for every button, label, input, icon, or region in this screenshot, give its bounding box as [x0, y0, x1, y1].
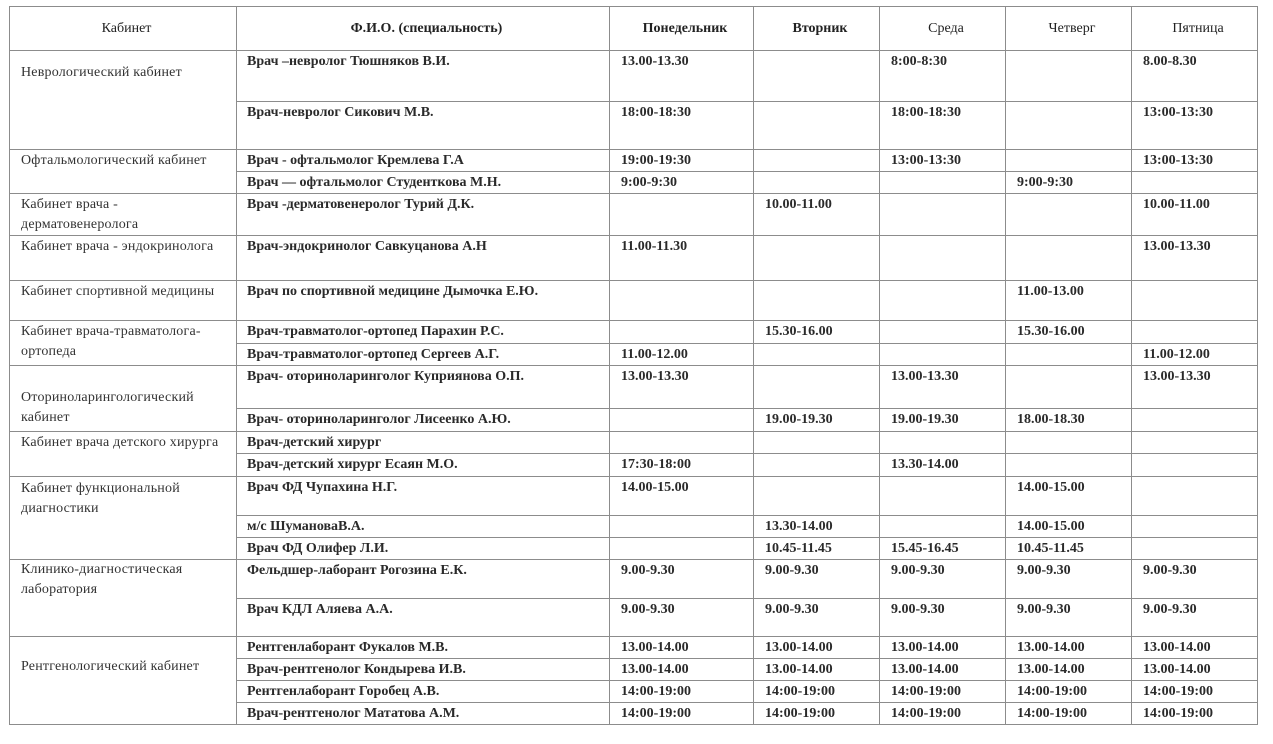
time-cell-thu: 14.00-15.00: [1006, 477, 1132, 516]
time-cell-mon: 13.00-14.00: [610, 659, 754, 681]
doctor-cell: Врач-эндокринолог Савкуцанова А.Н: [237, 236, 610, 281]
doctor-cell: Фельдшер-лаборант Рогозина Е.К.: [237, 560, 610, 599]
table-row: [10, 321, 1258, 344]
doctor-cell: Врач-травматолог-ортопед Парахин Р.С.: [237, 321, 610, 344]
time-cell-fri: 9.00-9.30: [1132, 560, 1258, 599]
time-cell-tue: 10.45-11.45: [754, 538, 880, 560]
time-cell-thu: 13.00-14.00: [1006, 659, 1132, 681]
time-cell-wed: 13:00-13:30: [880, 150, 1006, 172]
time-cell-mon: 14.00-15.00: [610, 477, 754, 516]
time-cell-wed: 14:00-19:00: [880, 681, 1006, 703]
time-cell-tue: [754, 454, 880, 477]
time-cell-tue: [754, 432, 880, 454]
time-cell-tue: 14:00-19:00: [754, 681, 880, 703]
time-cell-wed: 19.00-19.30: [880, 409, 1006, 432]
doctor-cell: Врач ФД Чупахина Н.Г.: [237, 477, 610, 516]
time-cell-thu: 9.00-9.30: [1006, 560, 1132, 599]
time-cell-thu: 18.00-18.30: [1006, 409, 1132, 432]
table-row: [10, 432, 1258, 454]
time-cell-wed: 13.30-14.00: [880, 454, 1006, 477]
header-wednesday: Среда: [880, 7, 1006, 51]
doctor-cell: Врач ФД Олифер Л.И.: [237, 538, 610, 560]
time-cell-fri: 9.00-9.30: [1132, 599, 1258, 637]
time-cell-fri: 13:00-13:30: [1132, 150, 1258, 172]
time-cell-wed: 15.45-16.45: [880, 538, 1006, 560]
time-cell-thu: [1006, 236, 1132, 281]
doctor-cell: Врач –невролог Тюшняков В.И.: [237, 51, 610, 102]
header-friday: Пятница: [1132, 7, 1258, 51]
room-cell: Оториноларингологический кабинет: [10, 366, 237, 432]
room-cell: Офтальмологический кабинет: [10, 150, 237, 194]
time-cell-wed: 9.00-9.30: [880, 560, 1006, 599]
time-cell-wed: [880, 477, 1006, 516]
time-cell-thu: 13.00-14.00: [1006, 637, 1132, 659]
time-cell-mon: [610, 432, 754, 454]
header-room: Кабинет: [10, 7, 237, 51]
time-cell-fri: 13:00-13:30: [1132, 102, 1258, 150]
time-cell-fri: 8.00-8.30: [1132, 51, 1258, 102]
time-cell-mon: 11.00-11.30: [610, 236, 754, 281]
room-cell: Кабинет врача-травматолога-ортопеда: [10, 321, 237, 366]
header-thursday: Четверг: [1006, 7, 1132, 51]
time-cell-fri: 13.00-14.00: [1132, 637, 1258, 659]
time-cell-mon: 19:00-19:30: [610, 150, 754, 172]
time-cell-tue: 9.00-9.30: [754, 560, 880, 599]
time-cell-tue: [754, 366, 880, 409]
time-cell-fri: [1132, 432, 1258, 454]
time-cell-thu: 10.45-11.45: [1006, 538, 1132, 560]
table-row: [10, 51, 1258, 102]
doctor-cell: Врач- оториноларинголог Куприянова О.П.: [237, 366, 610, 409]
time-cell-mon: [610, 281, 754, 321]
time-cell-wed: [880, 432, 1006, 454]
time-cell-tue: 19.00-19.30: [754, 409, 880, 432]
doctor-cell: Врач-травматолог-ортопед Сергеев А.Г.: [237, 344, 610, 366]
time-cell-tue: 13.00-14.00: [754, 659, 880, 681]
room-cell: Кабинет врача - эндокринолога: [10, 236, 237, 281]
time-cell-mon: [610, 194, 754, 236]
time-cell-wed: 14:00-19:00: [880, 703, 1006, 725]
time-cell-tue: [754, 150, 880, 172]
time-cell-tue: 13.30-14.00: [754, 516, 880, 538]
doctor-cell: Рентгенлаборант Фукалов М.В.: [237, 637, 610, 659]
time-cell-tue: 9.00-9.30: [754, 599, 880, 637]
room-cell: Неврологический кабинет: [10, 51, 237, 150]
time-cell-thu: [1006, 454, 1132, 477]
time-cell-mon: 14:00-19:00: [610, 681, 754, 703]
header-doctor: Ф.И.О. (специальность): [237, 7, 610, 51]
time-cell-fri: [1132, 409, 1258, 432]
time-cell-fri: 14:00-19:00: [1132, 681, 1258, 703]
time-cell-tue: 14:00-19:00: [754, 703, 880, 725]
doctor-cell: Врач-детский хирург: [237, 432, 610, 454]
doctor-cell: Врач - офтальмолог Кремлева Г.А: [237, 150, 610, 172]
time-cell-tue: [754, 281, 880, 321]
time-cell-wed: 13.00-13.30: [880, 366, 1006, 409]
room-cell: Кабинет функциональной диагностики: [10, 477, 237, 560]
time-cell-tue: 15.30-16.00: [754, 321, 880, 344]
time-cell-wed: [880, 172, 1006, 194]
time-cell-fri: [1132, 321, 1258, 344]
time-cell-wed: [880, 281, 1006, 321]
doctor-cell: Врач- оториноларинголог Лисеенко А.Ю.: [237, 409, 610, 432]
time-cell-thu: [1006, 194, 1132, 236]
time-cell-fri: 13.00-13.30: [1132, 236, 1258, 281]
time-cell-wed: [880, 194, 1006, 236]
doctor-cell: Врач-детский хирург Есаян М.О.: [237, 454, 610, 477]
time-cell-fri: 10.00-11.00: [1132, 194, 1258, 236]
table-row: [10, 281, 1258, 321]
time-cell-wed: 13.00-14.00: [880, 637, 1006, 659]
time-cell-mon: 9:00-9:30: [610, 172, 754, 194]
time-cell-wed: [880, 516, 1006, 538]
time-cell-thu: 14.00-15.00: [1006, 516, 1132, 538]
time-cell-mon: [610, 538, 754, 560]
time-cell-thu: [1006, 150, 1132, 172]
room-cell: Клинико-диагностическая лаборатория: [10, 560, 237, 637]
time-cell-mon: 9.00-9.30: [610, 560, 754, 599]
table-row: [10, 194, 1258, 236]
room-cell: Кабинет врача - дерматовенеролога: [10, 194, 237, 236]
schedule-body: [10, 51, 1258, 725]
time-cell-fri: [1132, 538, 1258, 560]
time-cell-tue: [754, 51, 880, 102]
time-cell-thu: 15.30-16.00: [1006, 321, 1132, 344]
time-cell-mon: 13.00-14.00: [610, 637, 754, 659]
time-cell-wed: 18:00-18:30: [880, 102, 1006, 150]
doctor-cell: Врач-рентгенолог Кондырева И.В.: [237, 659, 610, 681]
time-cell-fri: [1132, 281, 1258, 321]
time-cell-thu: 14:00-19:00: [1006, 681, 1132, 703]
schedule-table: [9, 6, 1258, 725]
time-cell-fri: [1132, 477, 1258, 516]
time-cell-tue: [754, 172, 880, 194]
time-cell-tue: [754, 236, 880, 281]
time-cell-thu: [1006, 432, 1132, 454]
time-cell-thu: 14:00-19:00: [1006, 703, 1132, 725]
time-cell-tue: [754, 102, 880, 150]
time-cell-fri: 14:00-19:00: [1132, 703, 1258, 725]
time-cell-tue: [754, 344, 880, 366]
time-cell-fri: 11.00-12.00: [1132, 344, 1258, 366]
time-cell-mon: [610, 516, 754, 538]
time-cell-mon: 17:30-18:00: [610, 454, 754, 477]
table-row: [10, 477, 1258, 516]
table-row: [10, 150, 1258, 172]
time-cell-thu: 11.00-13.00: [1006, 281, 1132, 321]
doctor-cell: Рентгенлаборант Горобец А.В.: [237, 681, 610, 703]
room-cell: Рентгенологический кабинет: [10, 637, 237, 725]
doctor-cell: м/с ШумановаВ.А.: [237, 516, 610, 538]
doctor-cell: Врач -дерматовенеролог Турий Д.К.: [237, 194, 610, 236]
time-cell-wed: [880, 344, 1006, 366]
header-monday: Понедельник: [610, 7, 754, 51]
time-cell-mon: 18:00-18:30: [610, 102, 754, 150]
doctor-cell: Врач-рентгенолог Мататова А.М.: [237, 703, 610, 725]
time-cell-mon: 13.00-13.30: [610, 366, 754, 409]
room-cell: Кабинет врача детского хирурга: [10, 432, 237, 477]
time-cell-mon: 11.00-12.00: [610, 344, 754, 366]
table-row: [10, 637, 1258, 659]
time-cell-fri: 13.00-14.00: [1132, 659, 1258, 681]
time-cell-mon: 9.00-9.30: [610, 599, 754, 637]
time-cell-fri: [1132, 516, 1258, 538]
time-cell-thu: [1006, 51, 1132, 102]
time-cell-thu: [1006, 102, 1132, 150]
time-cell-fri: [1132, 172, 1258, 194]
doctor-cell: Врач КДЛ Аляева А.А.: [237, 599, 610, 637]
time-cell-wed: 9.00-9.30: [880, 599, 1006, 637]
time-cell-wed: 8:00-8:30: [880, 51, 1006, 102]
table-row: [10, 366, 1258, 409]
time-cell-mon: [610, 321, 754, 344]
time-cell-thu: [1006, 344, 1132, 366]
time-cell-fri: [1132, 454, 1258, 477]
time-cell-thu: 9:00-9:30: [1006, 172, 1132, 194]
time-cell-fri: 13.00-13.30: [1132, 366, 1258, 409]
time-cell-mon: 13.00-13.30: [610, 51, 754, 102]
time-cell-tue: [754, 477, 880, 516]
time-cell-thu: [1006, 366, 1132, 409]
header-tuesday: Вторник: [754, 7, 880, 51]
time-cell-mon: [610, 409, 754, 432]
time-cell-wed: 13.00-14.00: [880, 659, 1006, 681]
doctor-cell: Врач — офтальмолог Студенткова М.Н.: [237, 172, 610, 194]
room-cell: Кабинет спортивной медицины: [10, 281, 237, 321]
doctor-cell: Врач-невролог Сикович М.В.: [237, 102, 610, 150]
table-row: [10, 236, 1258, 281]
table-row: [10, 560, 1258, 599]
time-cell-tue: 13.00-14.00: [754, 637, 880, 659]
time-cell-mon: 14:00-19:00: [610, 703, 754, 725]
time-cell-wed: [880, 321, 1006, 344]
time-cell-thu: 9.00-9.30: [1006, 599, 1132, 637]
time-cell-tue: 10.00-11.00: [754, 194, 880, 236]
doctor-cell: Врач по спортивной медицине Дымочка Е.Ю.: [237, 281, 610, 321]
time-cell-wed: [880, 236, 1006, 281]
header-row: [10, 7, 1258, 51]
